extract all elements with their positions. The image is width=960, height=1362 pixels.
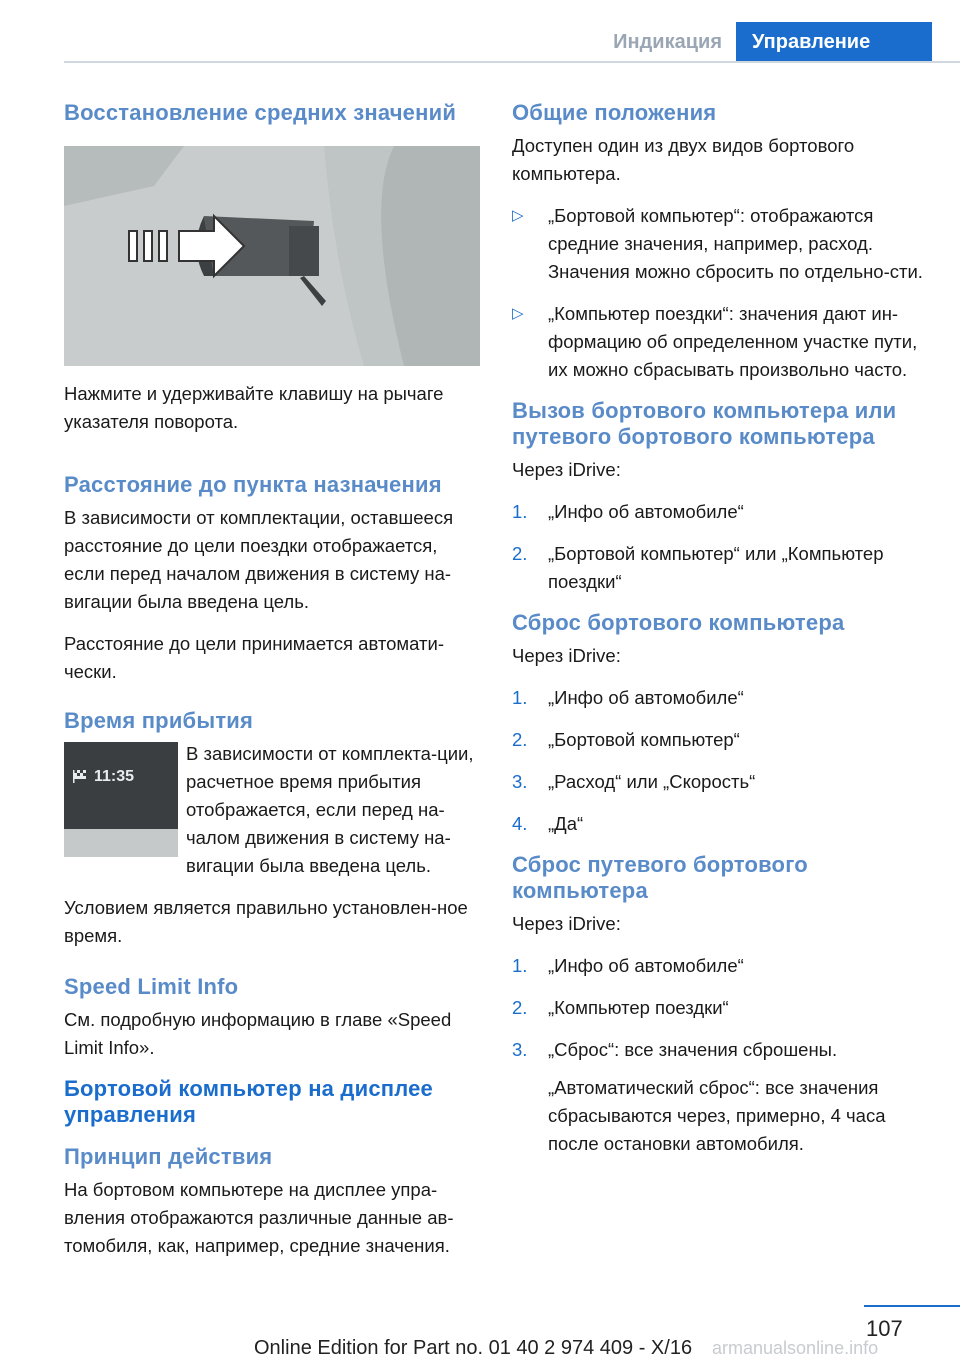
distance-text-1: В зависимости от комплектации, оставшееся расстояние до цели поездки отображается, если перед началом движения в систему на-вигации была введена цель.	[64, 507, 454, 612]
turn-signal-lever-image	[64, 146, 480, 366]
reset-computer-text: Через iDrive:	[512, 645, 621, 666]
arrival-text-2: Условием является правильно установлен-ное время.	[64, 897, 468, 946]
list-item: 4. „Да“	[512, 813, 584, 834]
list-item: ▷ „Компьютер поездки“: значения дают ин-формацию об определенном участке пути, их можно сбрасывать произвольно часто.	[512, 300, 928, 384]
list-item: 1. „Инфо об автомобиле“	[512, 955, 744, 976]
reset-trip-steps-list	[512, 952, 928, 1064]
page-number: 107	[866, 1316, 903, 1341]
list-item: 3. „Расход“ или „Скорость“	[512, 771, 756, 792]
section-title-call-computer: Вызов бортового компьютера или путевого бортового компьютера	[512, 398, 897, 449]
reset-trip-text: Через iDrive:	[512, 913, 621, 934]
left-column	[64, 100, 480, 1274]
principle-text: На бортовом компьютере на дисплее упра-вления отображаются различные данные ав-томобиля, как, например, средние значения.	[64, 1179, 454, 1256]
speed-limit-text: См. подробную информацию в главе «Speed Limit Info».	[64, 1009, 452, 1058]
list-item: 2. „Бортовой компьютер“	[512, 729, 740, 750]
reset-steps-list	[512, 684, 928, 838]
arrival-time-value: 11:35	[94, 768, 135, 785]
arrival-time-display-image	[64, 742, 178, 857]
distance-text-2: Расстояние до цели принимается автомати-чески.	[64, 633, 444, 682]
list-item: 3. „Сброс“: все значения сброшены.	[512, 1039, 838, 1060]
section-title-onboard-computer: Бортовой компьютер на дисплее управления	[64, 1076, 433, 1127]
section-title-speed-limit: Speed Limit Info	[64, 974, 239, 999]
call-steps-list	[512, 498, 928, 596]
list-item: 2. „Компьютер поездки“	[512, 997, 729, 1018]
section-title-restore-averages: Восстановление средних значений	[64, 100, 457, 125]
watermark: armanualsonline.info	[712, 1338, 879, 1358]
computer-types-list	[512, 202, 928, 384]
auto-reset-note: „Автоматический сброс“: все значения сбрасываются через, примерно, 4 часа после остановки автомобиля.	[548, 1077, 886, 1154]
arrival-text-1: В зависимости от комплекта-ции, расчетное время прибытия отображается, если перед на-чалом движения в систему на-вигации была введена цель.	[186, 743, 474, 876]
tab-controls[interactable]: Управление	[736, 22, 932, 62]
edition-text: Online Edition for Part no. 01 40 2 974 409 - X/16	[254, 1337, 693, 1359]
triangle-bullet-icon: ▷	[512, 305, 524, 322]
general-text: Доступен один из двух видов бортового компьютера.	[512, 135, 855, 184]
triangle-bullet-icon: ▷	[512, 207, 524, 224]
list-item: 1. „Инфо об автомобиле“	[512, 501, 744, 522]
section-title-reset-computer: Сброс бортового компьютера	[512, 610, 845, 635]
section-title-reset-trip-computer: Сброс путевого бортового компьютера	[512, 852, 808, 903]
call-computer-text: Через iDrive:	[512, 459, 621, 480]
section-title-principle: Принцип действия	[64, 1144, 273, 1169]
section-title-arrival-time: Время прибытия	[64, 708, 254, 733]
list-item: ▷ „Бортовой компьютер“: отображаются средние значения, например, расход. Значения можно сбросить по отдельно-сти.	[512, 202, 928, 286]
header-divider	[64, 61, 960, 63]
list-item: 2. „Бортовой компьютер“ или „Компьютер поездки“	[512, 543, 884, 592]
section-title-general: Общие положения	[512, 100, 717, 125]
list-item: 1. „Инфо об автомобиле“	[512, 687, 744, 708]
tab-indication[interactable]: Индикация	[613, 30, 722, 53]
header-tabs	[596, 22, 932, 62]
destination-flag-icon	[72, 768, 88, 784]
restore-caption: Нажмите и удерживайте клавишу на рычаге указателя поворота.	[64, 383, 444, 432]
footer-divider	[864, 1305, 960, 1307]
section-title-distance: Расстояние до пункта назначения	[64, 472, 442, 497]
right-column	[512, 100, 928, 1172]
lever-illustration	[64, 146, 480, 366]
